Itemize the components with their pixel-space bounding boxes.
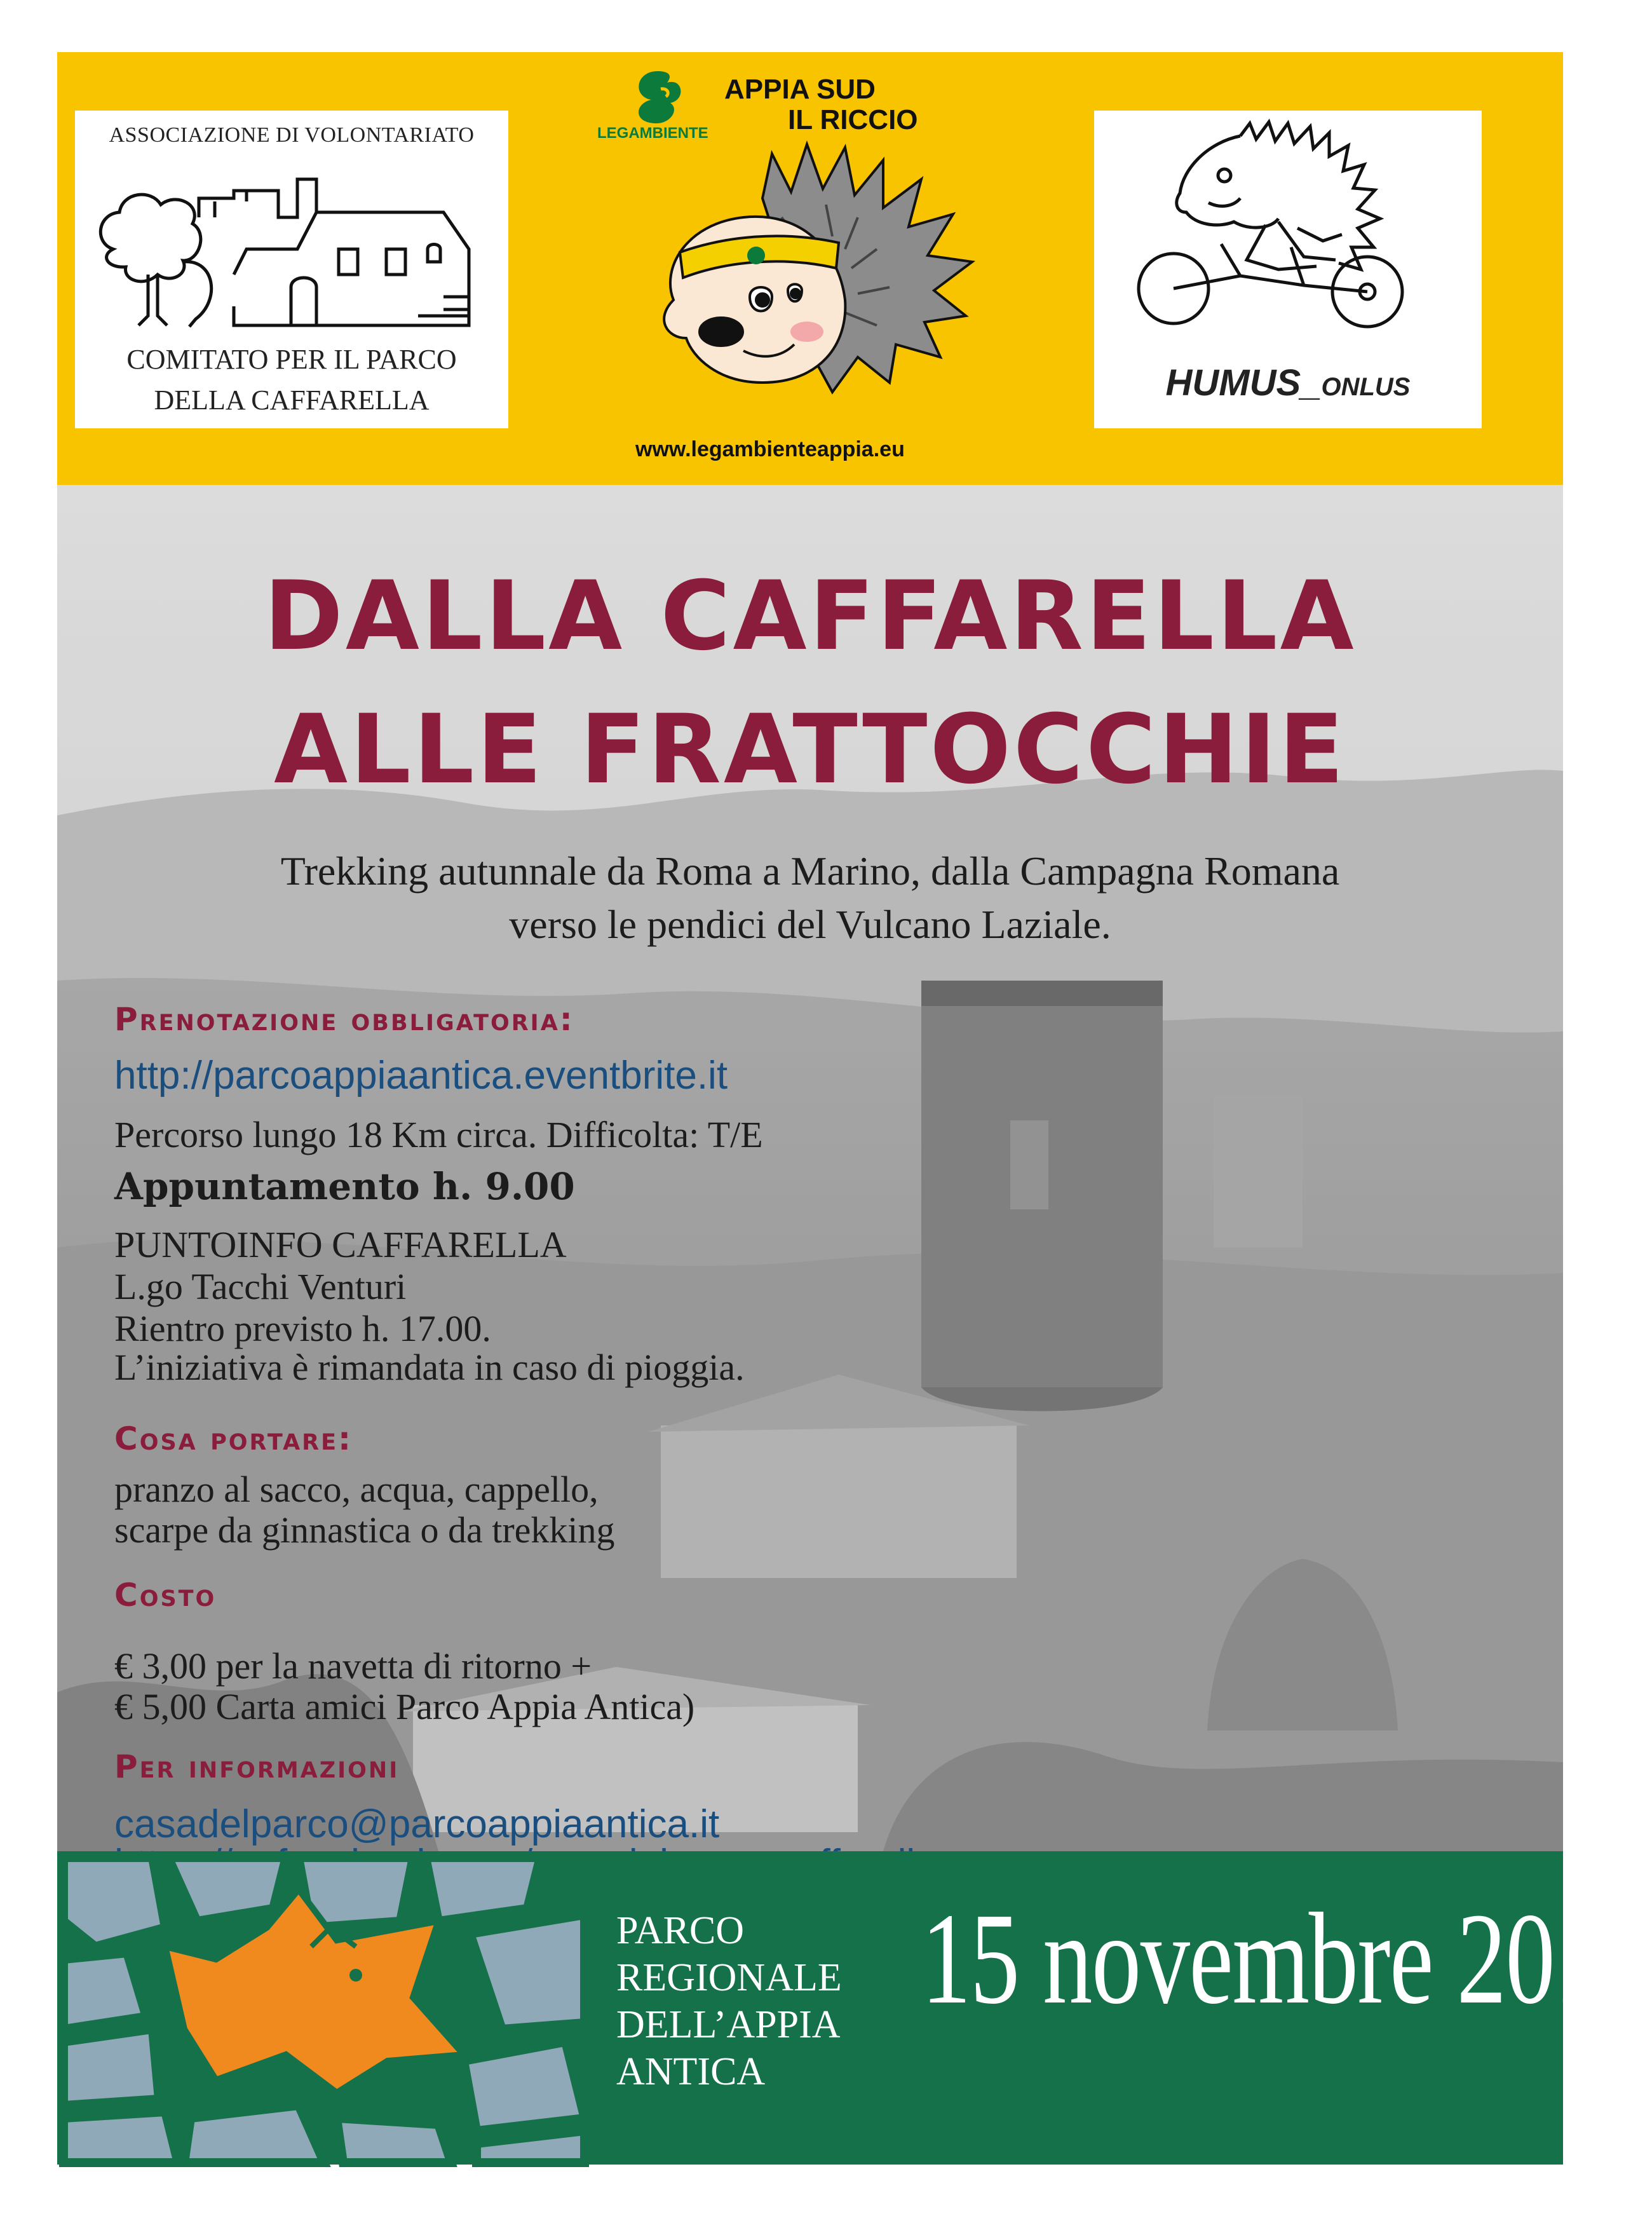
- meeting-place: PUNTOINFO CAFFARELLA: [114, 1224, 567, 1265]
- onlus-name: ONLUS: [1321, 373, 1411, 401]
- info-email-link[interactable]: casadelparco@parcoappiaantica.it: [114, 1802, 720, 1846]
- hedgehog-cyclist-icon: [1113, 117, 1469, 352]
- assoc-top-text: ASSOCIAZIONE DI VOLONTARIATO: [109, 123, 475, 147]
- booking-heading: Prenotazione obbligatoria:: [114, 1001, 574, 1038]
- background-photo-area: [57, 485, 1563, 1851]
- comitato-caffarella-logo: [75, 111, 508, 428]
- park-line1: PARCO: [616, 1909, 745, 1952]
- appointment-time: Appuntamento h. 9.00: [114, 1165, 575, 1208]
- rain-notice: L’iniziativa è rimandata in caso di pioggia.: [114, 1347, 745, 1388]
- header-band: [57, 52, 1563, 485]
- meeting-address: L.go Tacchi Venturi: [114, 1266, 407, 1307]
- booking-link[interactable]: http://parcoappiaantica.eventbrite.it: [114, 1054, 728, 1098]
- bring-line1: pranzo al sacco, acqua, cappello,: [114, 1469, 599, 1510]
- event-subtitle-line2: verso le pendici del Vulcano Laziale.: [509, 902, 1111, 947]
- humus-onlus-text: [1094, 362, 1482, 404]
- return-time: Rientro previsto h. 17.00.: [114, 1308, 491, 1349]
- assoc-line1: COMITATO PER IL PARCO: [126, 344, 457, 375]
- humus-onlus-logo: [1094, 111, 1482, 428]
- park-name: [616, 1907, 842, 2095]
- legambiente-brand: LEGAMBIENTE: [597, 125, 708, 142]
- assoc-bottom-text: [75, 339, 508, 421]
- humus-name: HUMUS_: [1165, 362, 1322, 404]
- legambiente-riccio-logo: [597, 65, 1042, 472]
- park-line4: ANTICA: [616, 2050, 766, 2093]
- assoc-line2: DELLA CAFFARELLA: [154, 384, 430, 416]
- hedgehog-mascot-icon: [635, 141, 991, 421]
- park-line2: REGIONALE: [616, 1956, 842, 1999]
- bring-heading: Cosa portare:: [114, 1420, 353, 1457]
- legambiente-url: www.legambienteappia.eu: [635, 437, 905, 461]
- event-title-line2: ALLE FRATTOCCHIE: [274, 695, 1346, 805]
- farmhouse-tree-drawing: [88, 154, 494, 338]
- cost-line1: € 3,00 per la navetta di ritorno +: [114, 1645, 592, 1687]
- event-date: 15 novembre 2015: [921, 1886, 1652, 2031]
- park-line3: DELL’APPIA: [616, 2003, 841, 2046]
- event-poster: [57, 52, 1652, 2165]
- event-title-line1: DALLA CAFFARELLA: [264, 561, 1357, 672]
- footer-band: [57, 1851, 1652, 2165]
- bring-line2: scarpe da ginnastica o da trekking: [114, 1509, 615, 1551]
- route-length: Percorso lungo 18 Km circa. Difficolta: T/E: [114, 1114, 763, 1155]
- cost-line2: € 5,00 Carta amici Parco Appia Antica): [114, 1686, 695, 1727]
- cost-heading: Costo: [114, 1577, 217, 1614]
- appia-sud-text: APPIA SUD: [724, 74, 876, 105]
- il-riccio-text: IL RICCIO: [788, 104, 918, 135]
- event-subtitle-line1: Trekking autunnale da Roma a Marino, dalla Campagna Romana: [280, 848, 1340, 894]
- fox-mosaic-logo-icon: [57, 1851, 591, 2165]
- info-heading: Per informazioni: [114, 1748, 400, 1785]
